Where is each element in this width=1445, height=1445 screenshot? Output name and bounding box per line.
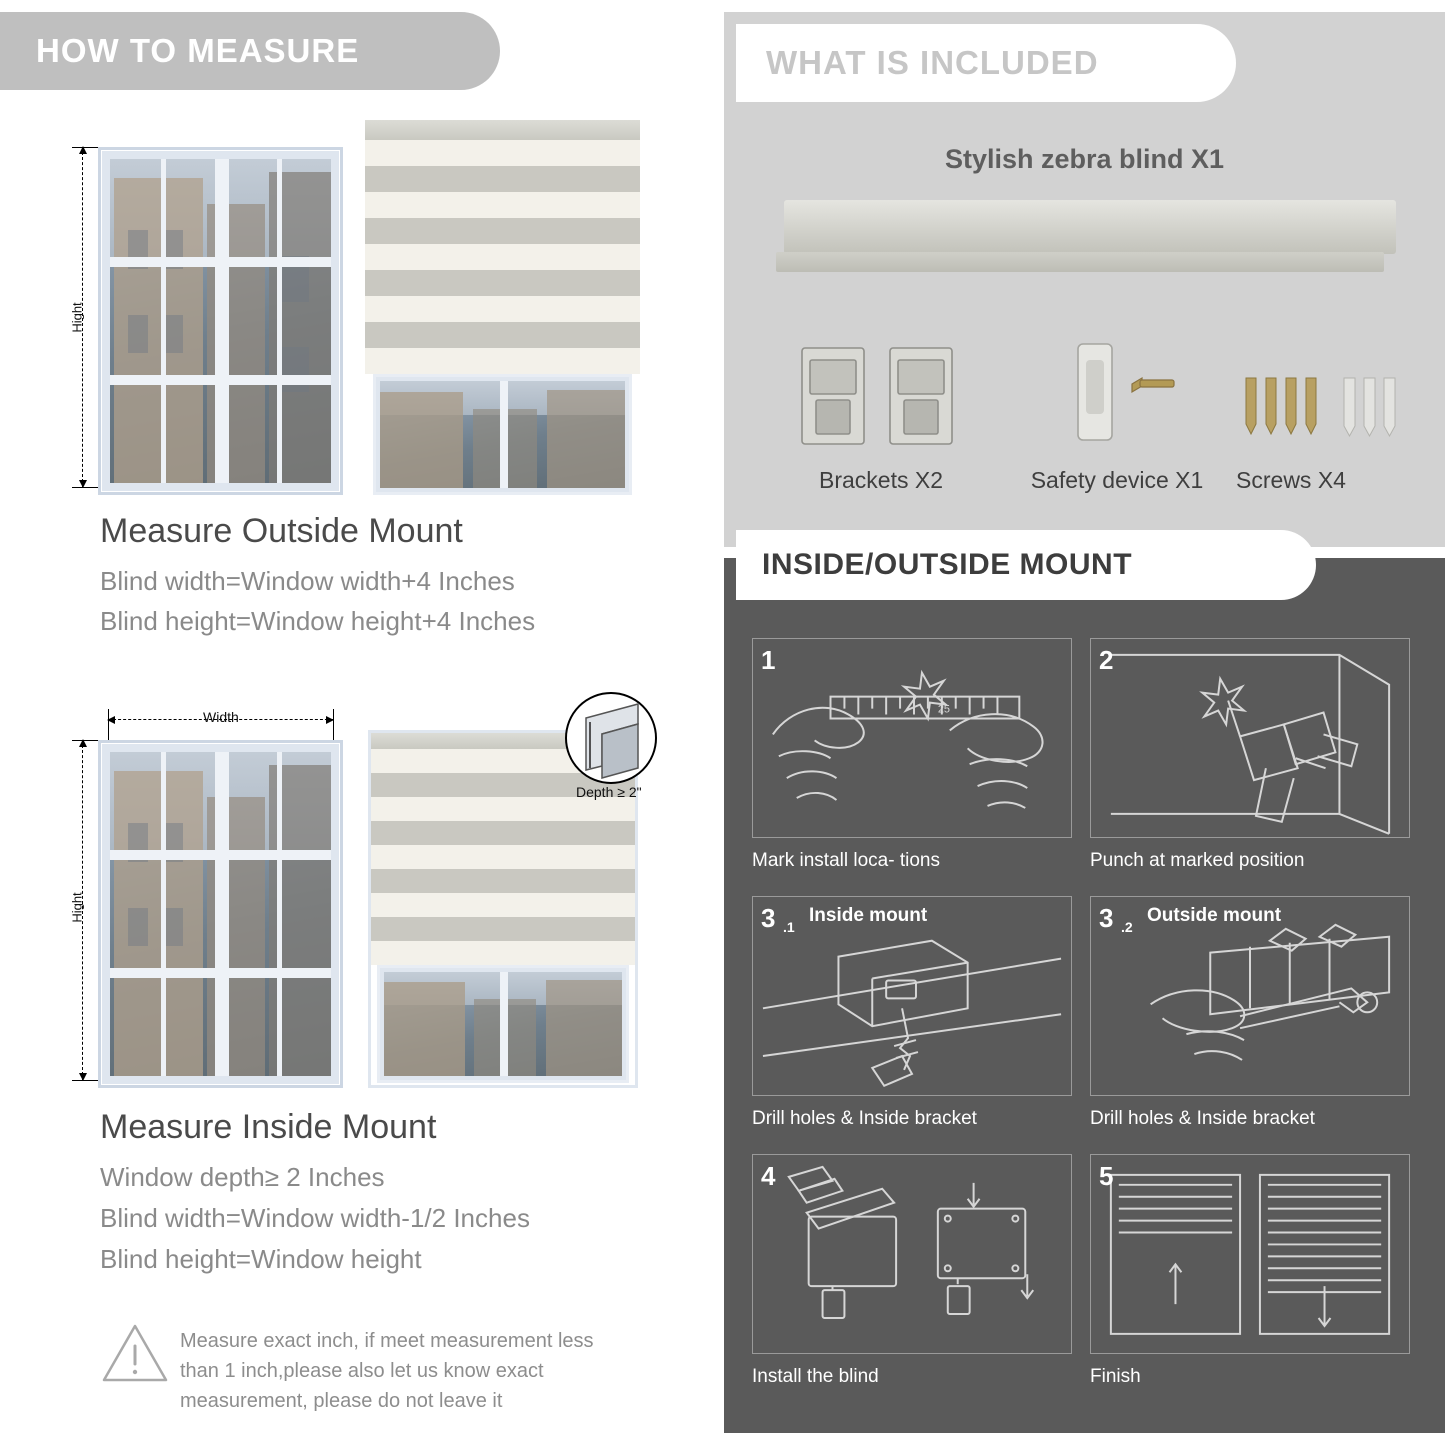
building-3 xyxy=(547,390,625,488)
mullion-center xyxy=(500,381,508,488)
depth-label: Depth ≥ 2" xyxy=(576,784,642,800)
what-is-included-header: WHAT IS INCLUDED xyxy=(736,24,1236,102)
step-5 xyxy=(1090,1154,1410,1404)
zebra-stripe xyxy=(371,941,635,965)
zebra-blind-headrail-image xyxy=(776,200,1396,272)
step-3-2-caption: Drill holes & Inside bracket xyxy=(1090,1108,1315,1129)
zebra-stripe xyxy=(365,192,640,218)
mullion-q1 xyxy=(161,159,166,483)
outside-height-arrow xyxy=(82,147,83,487)
screws-label: Screws X4 xyxy=(1236,467,1346,493)
zebra-stripe xyxy=(371,869,635,893)
inside-mount-line-3: Blind height=Window height xyxy=(100,1244,422,1274)
step-5-number: 5 xyxy=(1099,1161,1114,1191)
zebra-stripe xyxy=(371,797,635,821)
outside-mount-line-1: Blind width=Window width+4 Inches xyxy=(100,566,515,596)
zebra-stripe xyxy=(365,348,640,374)
zebra-stripe xyxy=(371,845,635,869)
install-blind-sketch xyxy=(753,1155,1071,1354)
mullion-center xyxy=(215,159,229,483)
zebra-stripe xyxy=(365,296,640,322)
headrail-top xyxy=(784,200,1396,254)
mullion-q2 xyxy=(277,752,282,1076)
step-3-1-caption: Drill holes & Inside bracket xyxy=(752,1108,977,1129)
building-3 xyxy=(546,980,622,1076)
step-1-number: 1 xyxy=(761,645,776,675)
window-pane-d xyxy=(163,315,183,354)
finish-sketch xyxy=(1091,1155,1409,1354)
mullion-center xyxy=(500,972,508,1076)
window-pane-f xyxy=(282,347,309,392)
step-2-caption: Punch at marked position xyxy=(1090,850,1305,871)
step-1-caption: Mark install loca- tions xyxy=(752,850,940,871)
step-3-2 xyxy=(1090,896,1410,1146)
window-pane-d xyxy=(163,908,183,947)
step-3-2-subnum: .2 xyxy=(1121,919,1133,935)
inside-mount-line-2: Blind width=Window width-1/2 Inches xyxy=(100,1203,530,1233)
inside-mount-line-1: Window depth≥ 2 Inches xyxy=(100,1162,385,1192)
step-3-1-number: 3 xyxy=(761,903,776,933)
zebra-stripe xyxy=(365,244,640,270)
mullion-h1 xyxy=(110,257,331,267)
zebra-stripe xyxy=(365,218,640,244)
step-2 xyxy=(1090,638,1410,888)
step-2-number: 2 xyxy=(1099,645,1114,675)
step-3-2-image xyxy=(1090,896,1410,1096)
safety-device-label: Safety device X1 xyxy=(1030,467,1204,493)
blind-headrail xyxy=(365,120,640,140)
window-pane-c xyxy=(128,908,148,947)
building-1 xyxy=(384,982,465,1076)
screws-icon xyxy=(1236,344,1416,449)
blind-outside-mount xyxy=(365,120,640,495)
step-1-image xyxy=(752,638,1072,838)
step-3-2-number: 3 xyxy=(1099,903,1114,933)
mullion-h1 xyxy=(110,850,331,860)
building-1 xyxy=(380,392,463,488)
inside-mount-title: Measure Inside Mount xyxy=(100,1108,437,1146)
brackets-label: Brackets X2 xyxy=(819,467,943,493)
step-4 xyxy=(752,1154,1072,1404)
mullion-center xyxy=(215,752,229,1076)
inside-height-label: Hight xyxy=(69,892,85,923)
inside-mount-illustration xyxy=(0,700,712,1100)
measure-note-text: Measure exact inch, if meet measurement less than 1 inch,please also let us know exact measurement, please do not leave it xyxy=(180,1330,594,1412)
inside-outside-mount-panel xyxy=(724,548,1445,1433)
right-column xyxy=(712,0,1445,1445)
zebra-stripe xyxy=(365,140,640,166)
inside-width-arrow xyxy=(108,719,333,720)
zebra-stripe xyxy=(371,821,635,845)
step-3-1-subnum: .1 xyxy=(783,919,795,935)
measure-hand-sketch xyxy=(753,639,1071,838)
step-3-1-image xyxy=(752,896,1072,1096)
zebra-stripe xyxy=(365,270,640,296)
outside-height-label: Hight xyxy=(69,302,85,333)
step-5-image xyxy=(1090,1154,1410,1354)
step-2-image xyxy=(1090,638,1410,838)
mullion-q1 xyxy=(161,752,166,1076)
blind-window-below xyxy=(377,965,629,1083)
zebra-stripe xyxy=(365,166,640,192)
step-4-number: 4 xyxy=(761,1161,776,1191)
left-column xyxy=(0,0,712,1445)
outside-mount-illustration xyxy=(0,105,712,505)
warning-icon xyxy=(100,1322,170,1386)
blind-window-below xyxy=(373,374,632,495)
step-4-image xyxy=(752,1154,1072,1354)
step-1 xyxy=(752,638,1072,888)
step-4-caption: Install the blind xyxy=(752,1366,879,1387)
brackets-icon xyxy=(796,342,966,452)
step-3-1-sublabel: Inside mount xyxy=(809,905,928,926)
zebra-stripe xyxy=(371,893,635,917)
inside-height-arrow xyxy=(82,740,83,1080)
outside-mount-line-2: Blind height=Window height+4 Inches xyxy=(100,606,536,636)
how-to-measure-header: HOW TO MEASURE xyxy=(0,12,500,90)
what-is-included-panel xyxy=(724,12,1445,547)
mullion-h2 xyxy=(110,375,331,385)
outside-mount-title: Measure Outside Mount xyxy=(100,512,463,550)
drill-sketch xyxy=(1091,639,1409,838)
headrail-bottom xyxy=(776,252,1384,272)
step-3-1 xyxy=(752,896,1072,1146)
step-5-caption: Finish xyxy=(1090,1366,1141,1387)
step-3-2-sublabel: Outside mount xyxy=(1147,905,1282,926)
window-pane-c xyxy=(128,315,148,354)
included-main-item-label: Stylish zebra blind X1 xyxy=(944,144,1225,174)
window-photo-outside xyxy=(98,147,343,495)
zebra-stripe xyxy=(365,322,640,348)
zebra-stripe xyxy=(371,917,635,941)
inside-width-label: Width xyxy=(199,709,243,725)
inside-outside-mount-header: INSIDE/OUTSIDE MOUNT xyxy=(736,530,1316,600)
window-photo-inside xyxy=(98,740,343,1088)
safety-device-icon xyxy=(1054,338,1184,453)
mullion-h2 xyxy=(110,968,331,978)
svg-text:25: 25 xyxy=(937,703,950,716)
mullion-q2 xyxy=(277,159,282,483)
